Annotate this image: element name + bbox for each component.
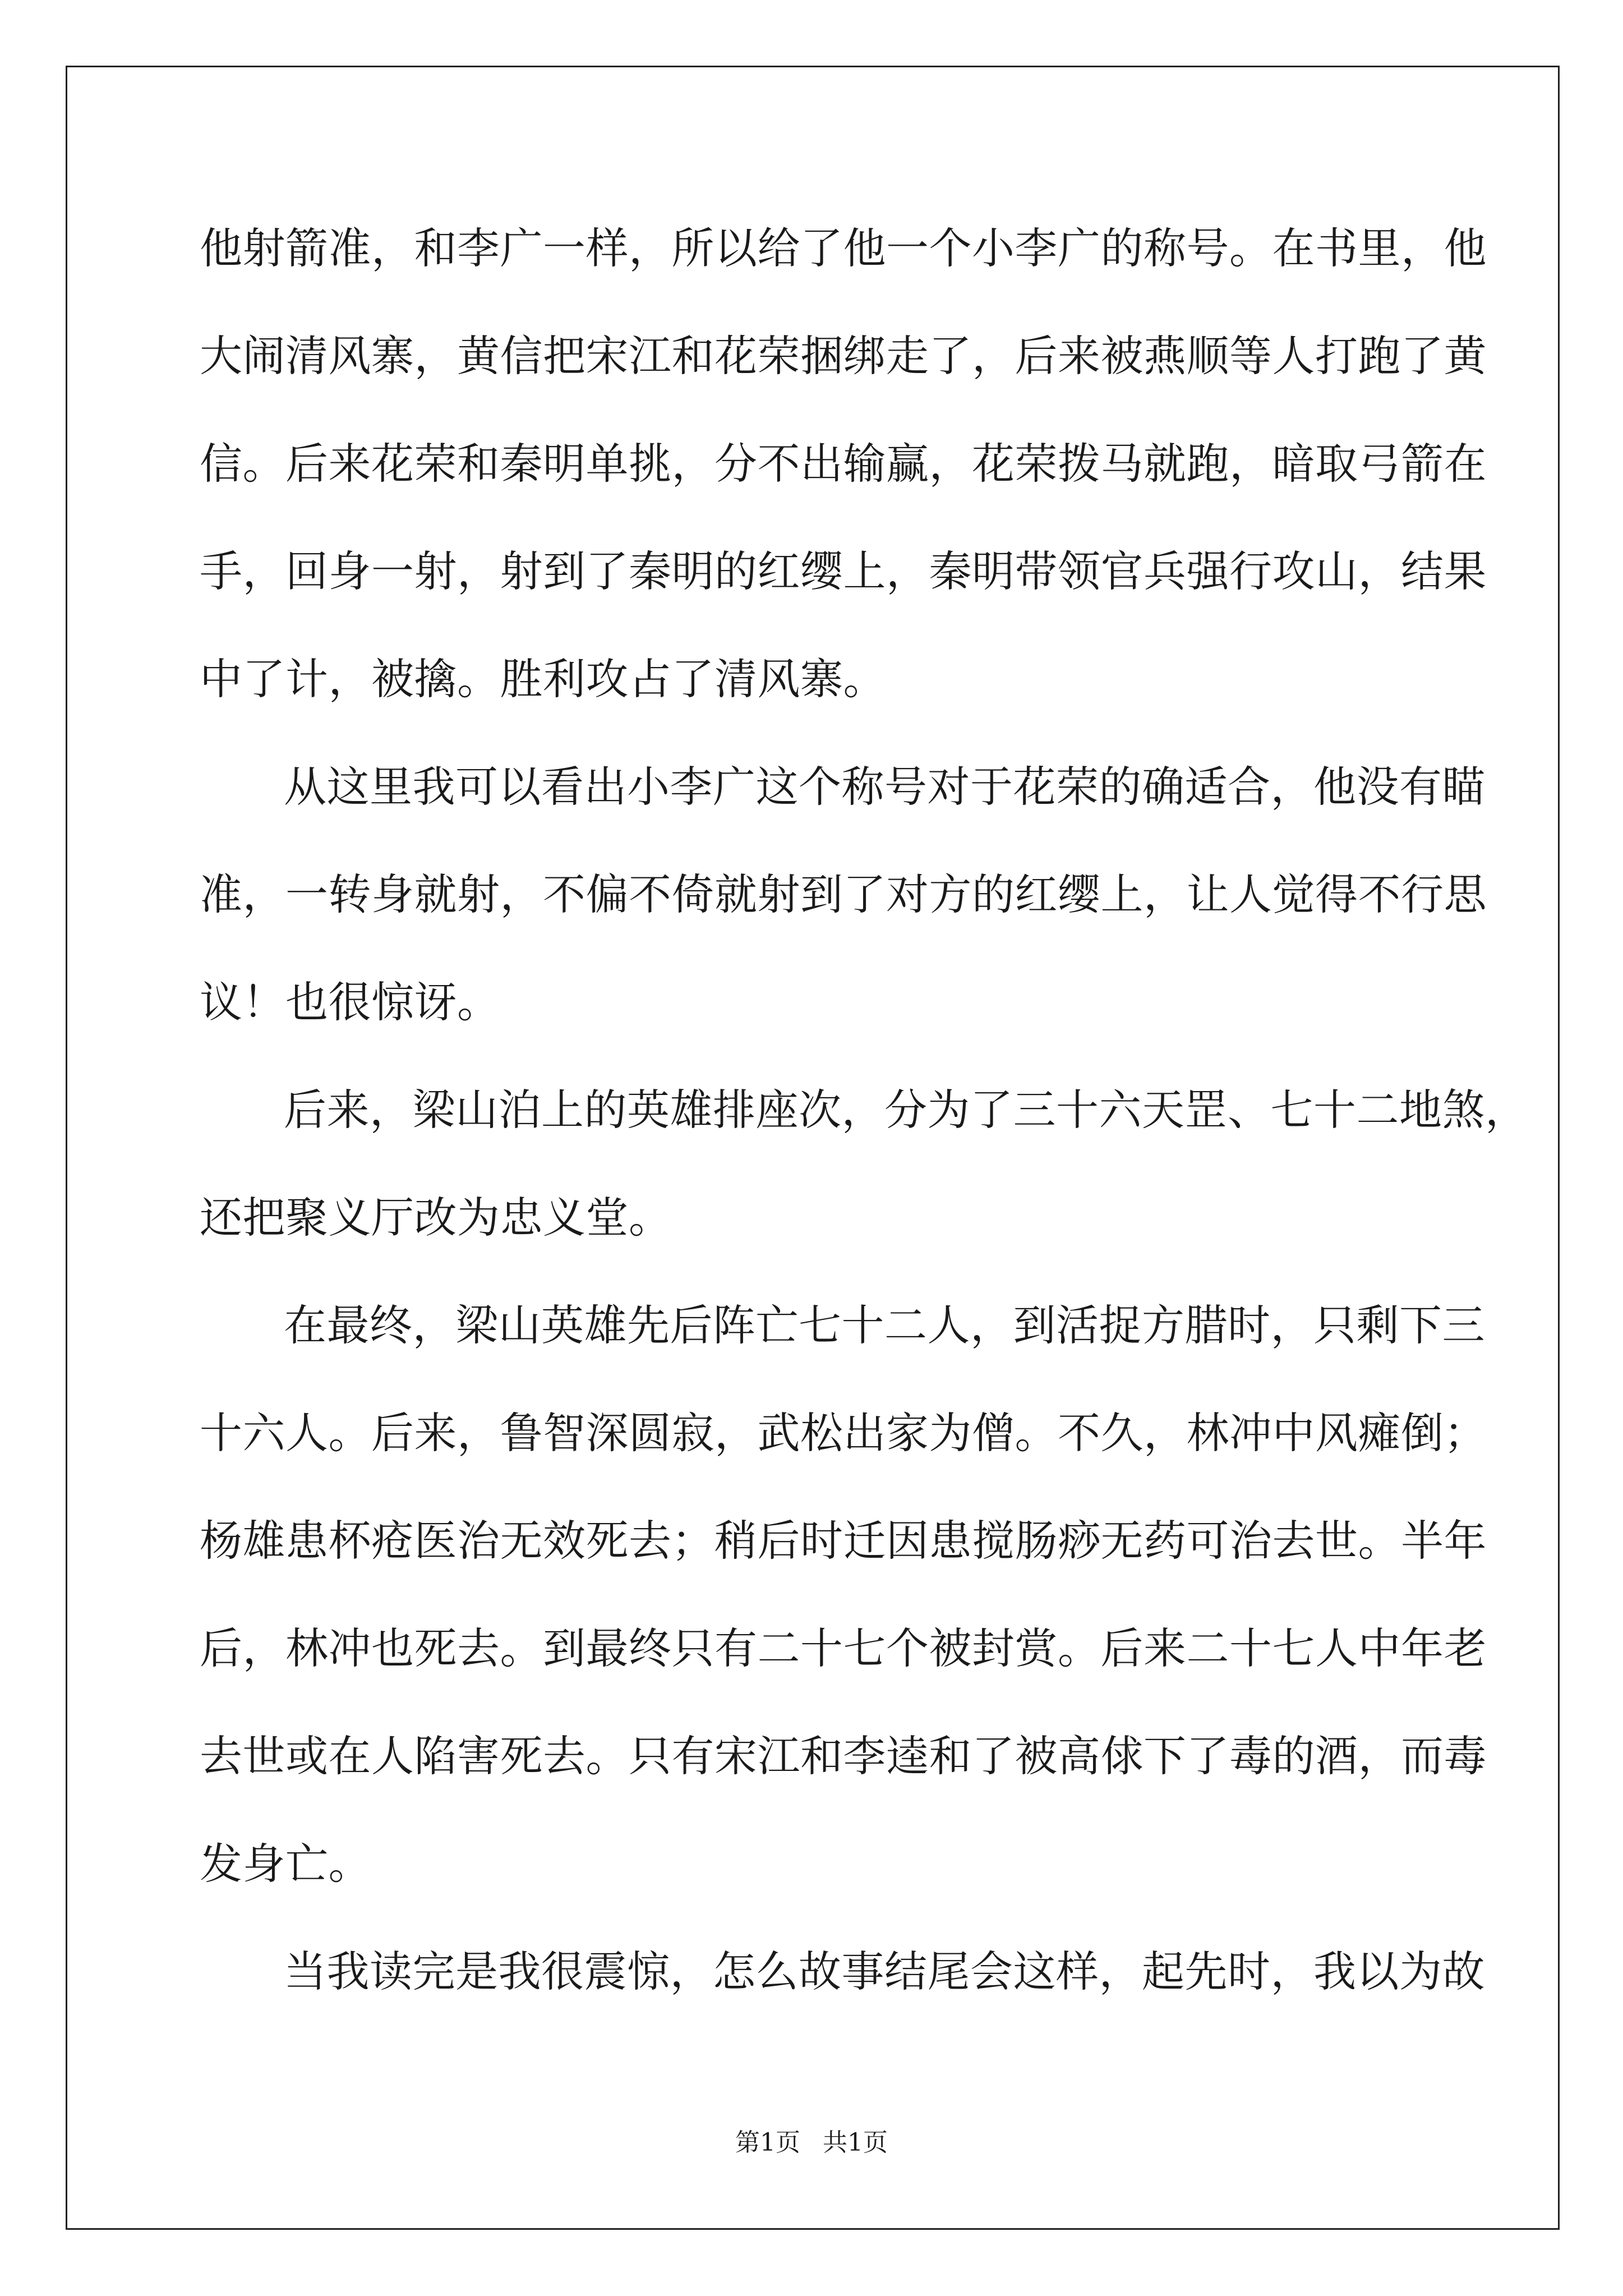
paragraph-line: 还把聚义厅改为忠义堂。 bbox=[200, 1193, 672, 1243]
paragraph-line: 后，林冲也死去。到最终只有二十七个被封赏。后来二十七人中年老 bbox=[200, 1623, 1487, 1673]
paragraph-line: 议！也很惊讶。 bbox=[200, 977, 500, 1027]
paragraph-line: 准，一转身就射，不偏不倚就射到了对方的红缨上，让人觉得不行思 bbox=[200, 869, 1487, 919]
paragraph-line: 在最终，梁山英雄先后阵亡七十二人，到活捉方腊时，只剩下三 bbox=[284, 1300, 1485, 1350]
page-total: 共1页 bbox=[823, 2128, 888, 2157]
paragraph-line: 杨雄患杯疮医治无效死去；稍后时迁因患搅肠痧无药可治去世。半年 bbox=[200, 1516, 1487, 1566]
paragraph-line: 手，回身一射，射到了秦明的红缨上，秦明带领官兵强行攻山，结果 bbox=[200, 546, 1487, 596]
page-border bbox=[66, 66, 1560, 2230]
paragraph-line: 从这里我可以看出小李广这个称号对于花荣的确适合，他没有瞄 bbox=[284, 762, 1485, 812]
paragraph-line: 信。后来花荣和秦明单挑，分不出输赢，花荣拨马就跑，暗取弓箭在 bbox=[200, 439, 1487, 489]
paragraph-line: 他射箭准，和李广一样，所以给了他一个小李广的称号。在书里，他 bbox=[200, 223, 1487, 273]
paragraph-line: 十六人。后来，鲁智深圆寂，武松出家为僧。不久，林冲中风瘫倒； bbox=[200, 1408, 1487, 1458]
paragraph-line: 中了计，被擒。胜利攻占了清风寨。 bbox=[200, 654, 886, 704]
paragraph-line: 去世或在人陷害死去。只有宋江和李逵和了被高俅下了毒的酒，而毒 bbox=[200, 1731, 1487, 1781]
page-number: 第1页 bbox=[735, 2128, 800, 2157]
paragraph-line: 后来，梁山泊上的英雄排座次，分为了三十六天罡、七十二地煞， bbox=[284, 1085, 1528, 1135]
paragraph-line: 大闹清风寨，黄信把宋江和花荣捆绑走了，后来被燕顺等人打跑了黄 bbox=[200, 331, 1487, 381]
paragraph-line: 当我读完是我很震惊，怎么故事结尾会这样，起先时，我以为故 bbox=[284, 1947, 1485, 1996]
page-footer bbox=[0, 2126, 1623, 2160]
paragraph-line: 发身亡。 bbox=[200, 1839, 371, 1889]
